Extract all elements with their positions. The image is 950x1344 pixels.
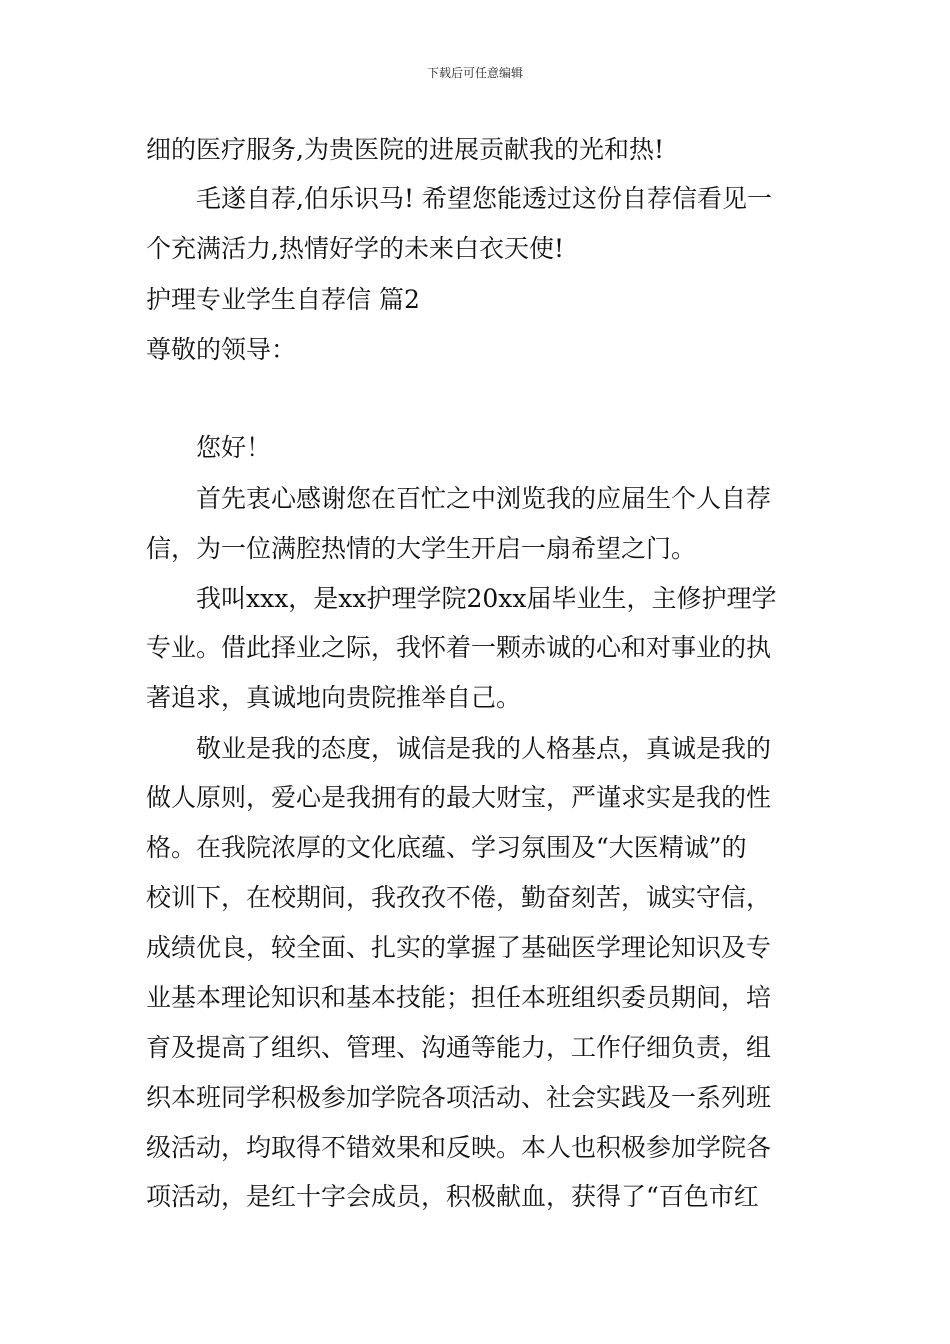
body-line: 校训下，在校期间，我孜孜不倦，勤奋刻苦，诚实守信， [146, 883, 772, 912]
body-line: 成绩优良，较全面、扎实的掌握了基础医学理论知识及专 [146, 933, 772, 962]
body-line: 毛遂自荐,伯乐识马! 希望您能透过这份自荐信看见一 [196, 184, 772, 213]
salutation: 尊敬的领导： [146, 335, 297, 364]
body-line: 首先衷心感谢您在百忙之中浏览我的应届生个人自荐 [196, 484, 772, 513]
body-line: 信，为一位满腔热情的大学生开启一扇希望之门。 [146, 534, 697, 563]
body-line: 格。在我院浓厚的文化底蕴、学习氛围及“大医精诚”的 [146, 833, 747, 862]
body-line: 敬业是我的态度，诚信是我的人格基点，真诚是我的 [196, 734, 772, 763]
body-line: 专业。借此择业之际，我怀着一颗赤诚的心和对事业的执 [146, 633, 772, 662]
greeting: 您好！ [196, 433, 272, 462]
section-heading: 护理专业学生自荐信 篇2 [146, 285, 420, 314]
body-line: 项活动，是红十字会成员，积极献血，获得了“百色市红 [146, 1182, 759, 1211]
body-line: 育及提高了组织、管理、沟通等能力，工作仔细负责，组 [146, 1033, 772, 1062]
body-line: 织本班同学积极参加学院各项活动、社会实践及一系列班 [146, 1083, 772, 1112]
body-line: 个充满活力,热情好学的未来白衣天使! [146, 234, 564, 263]
body-line: 细的医疗服务,为贵医院的进展贡献我的光和热! [146, 135, 664, 164]
body-line: 业基本理论知识和基本技能；担任本班组织委员期间，培 [146, 983, 772, 1012]
body-line: 我叫xxx，是xx护理学院20xx届毕业生，主修护理学 [196, 584, 777, 613]
body-line: 级活动，均取得不错效果和反映。本人也积极参加学院各 [146, 1133, 772, 1162]
body-line: 著追求，真诚地向贵院推举自己。 [146, 683, 522, 712]
page-header: 下载后可任意编辑 [426, 66, 523, 80]
body-line: 做人原则，爱心是我拥有的最大财宝，严谨求实是我的性 [146, 783, 772, 812]
